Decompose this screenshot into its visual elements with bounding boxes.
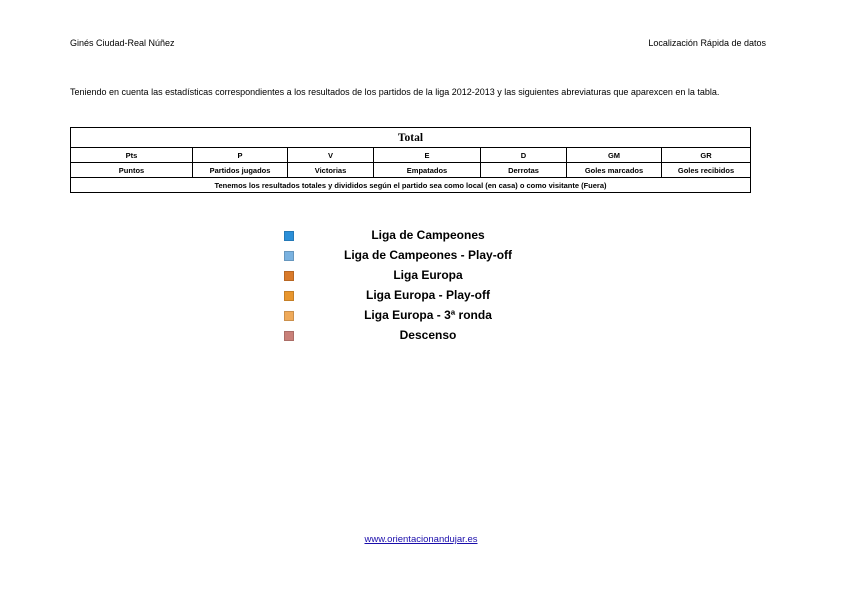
meaning-cell: Puntos [71,163,193,178]
abbr-cell: Pts [71,148,193,163]
footer-website-link[interactable]: www.orientacionandujar.es [364,534,478,545]
meaning-cell: Derrotas [481,163,567,178]
abbr-cell: D [481,148,567,163]
table-row [71,163,751,178]
legend-item [283,266,573,286]
header-title: Localización Rápida de datos [648,38,766,48]
legend-item [283,306,573,326]
legend-label: Liga Europa - 3ª ronda [364,308,492,322]
meaning-cell: Goles recibidos [662,163,751,178]
competition-legend [283,226,573,346]
legend-item [283,246,573,266]
header-author: Ginés Ciudad-Real Núñez [70,38,175,48]
meaning-cell: Victorias [288,163,374,178]
legend-label: Liga Europa - Play-off [365,288,490,302]
abbr-cell: GM [567,148,662,163]
abbr-cell: P [193,148,288,163]
abbr-cell: E [374,148,481,163]
abbr-cell: GR [662,148,751,163]
table-title-row [71,128,751,148]
legend-label: Liga de Campeones [371,228,485,242]
meaning-cell: Partidos jugados [193,163,288,178]
legend-label: Liga Europa [393,268,463,282]
intro-paragraph: Teniendo en cuenta las estadísticas correspondientes a los resultados de los partidos de la liga 2012-2013 y las siguientes abreviaturas que aparexcen en la tabla. [70,87,720,97]
legend-item [283,326,573,346]
legend-label: Liga de Campeones - Play-off [343,248,513,262]
abbr-cell: V [288,148,374,163]
table-note-row [71,178,751,193]
table-title: Total [71,128,751,148]
legend-item [283,226,573,246]
meaning-cell: Empatados [374,163,481,178]
table-row [71,148,751,163]
legend-item [283,286,573,306]
stats-abbreviation-table [70,127,751,193]
table-note: Tenemos los resultados totales y divididos según el partido sea como local (en casa) o como visitante (Fuera) [71,178,751,193]
meaning-cell: Goles marcados [567,163,662,178]
legend-label: Descenso [399,328,457,342]
